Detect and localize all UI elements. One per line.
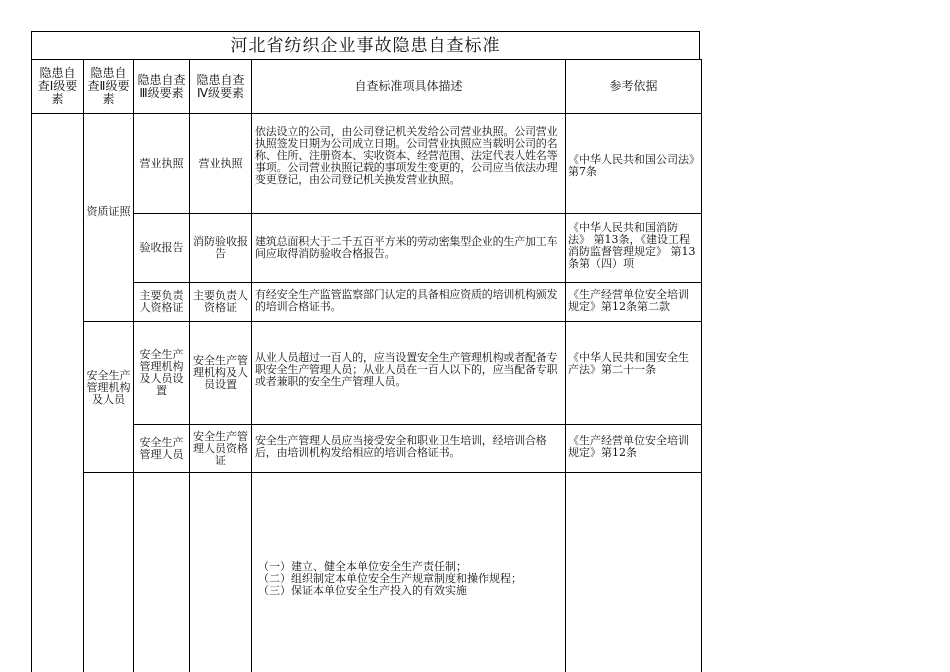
basis-cell: 《生产经营单位安全培训规定》第12条第二款 [566,283,702,322]
level2-cell: 安全生产管理机构及人员 [84,322,134,473]
level1-cell [32,114,84,672]
header-level4: 隐患自查Ⅳ级要素 [190,60,252,114]
description-cell: 安全生产管理人员应当接受安全和职业卫生培训，经培训合格后，由培训机构发给相应的培训合格证书。 [252,425,566,473]
basis-cell: 《生产经营单位安全培训规定》第12条 [566,425,702,473]
level3-cell: 验收报告 [134,214,190,283]
header-level2: 隐患自查Ⅱ级要素 [84,60,134,114]
basis-cell: 《中华人民共和国安全生产法》第二十一条 [566,322,702,425]
table-row [32,473,702,672]
header-level1: 隐患自查Ⅰ级要素 [32,60,84,114]
level2-cell: 资质证照 [84,114,134,322]
level3-cell: 主要负责人资格证 [134,283,190,322]
table-row [32,114,702,214]
level2-cell-empty [84,473,134,672]
level4-cell: 营业执照 [190,114,252,214]
checklist-table [31,59,702,672]
level4-cell: 安全生产管理人员资格证 [190,425,252,473]
sheet-title: 河北省纺织企业事故隐患自查标准 [31,31,700,59]
description-cell: 依法设立的公司，由公司登记机关发给公司营业执照。公司营业执照签发日期为公司成立日期。公司营业执照应当载明公司的名称、住所、注册资本、实收资本、经营范围、法定代表人姓名等事项。公司营业执照记载的事项发生变更的，公司应当依法办理变更登记，由公司登记机关换发营业执照。 [252,114,566,214]
description-cell: 建筑总面积大于二千五百平方米的劳动密集型企业的生产加工车间应取得消防验收合格报告。 [252,214,566,283]
level4-cell: 消防验收报告 [190,214,252,283]
description-cell: 有经安全生产监管监察部门认定的具备相应资质的培训机构颁发的培训合格证书。 [252,283,566,322]
header-basis: 参考依据 [566,60,702,114]
level3-cell-empty [134,473,190,672]
description-cell [252,473,566,672]
level3-cell: 营业执照 [134,114,190,214]
level4-cell: 安全生产管理机构及人员设置 [190,322,252,425]
description-line: （一）建立、健全本单位安全生产责任制； [258,560,467,573]
header-description: 自查标准项具体描述 [252,60,566,114]
level3-cell: 安全生产管理机构及人员设置 [134,322,190,425]
header-level3: 隐患自查Ⅲ级要素 [134,60,190,114]
header-row [32,60,702,114]
basis-cell-empty [566,473,702,672]
basis-cell: 《中华人民共和国消防法》 第13条，《建设工程消防监督管理规定》 第13条第（四）项 [566,214,702,283]
description-line: （三）保证本单位安全生产投入的有效实施 [258,584,467,597]
table-row [32,322,702,425]
level4-cell-empty [190,473,252,672]
level4-cell: 主要负责人资格证 [190,283,252,322]
description-cell: 从业人员超过一百人的，应当设置安全生产管理机构或者配备专职安全生产管理人员；从业人员在一百人以下的，应当配备专职或者兼职的安全生产管理人员。 [252,322,566,425]
level3-cell: 安全生产管理人员 [134,425,190,473]
basis-cell: 《中华人民共和国公司法》第7条 [566,114,702,214]
description-line: （二）组织制定本单位安全生产规章制度和操作规程； [258,572,522,585]
